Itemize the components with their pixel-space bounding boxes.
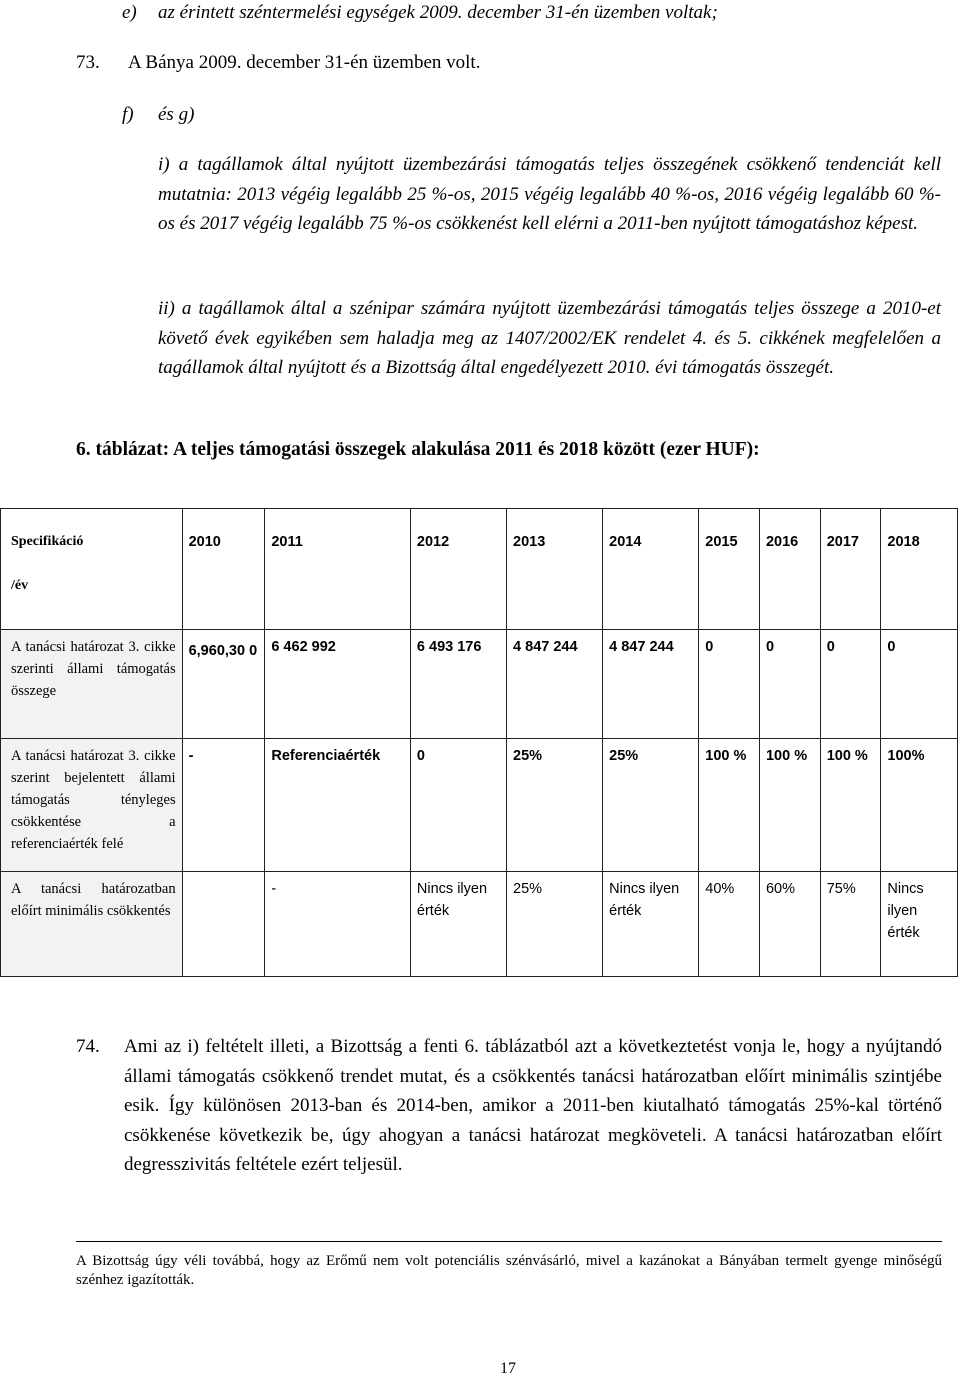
header-year-label: /év: [11, 578, 29, 593]
row-spec-cell: A tanácsi határozat 3. cikke szerinti állami támogatás összege: [1, 630, 183, 739]
row-spec-cell: A tanácsi határozat 3. cikke szerint bejelentett állami támogatás tényleges csökkentése a referenciaérték felé: [1, 739, 183, 872]
table-cell: 25%: [507, 872, 603, 977]
table-cell: [182, 872, 265, 977]
table-cell: 0: [759, 630, 820, 739]
header-year-cell: [182, 509, 265, 630]
table-cell: 40%: [699, 872, 760, 977]
table-cell: 0: [881, 630, 958, 739]
year-label: 2014: [609, 534, 642, 550]
year-label: 2011: [271, 534, 303, 550]
table-row: [1, 630, 958, 739]
table-cell: 75%: [820, 872, 881, 977]
table-cell: 25%: [603, 739, 699, 872]
header-year-cell: [759, 509, 820, 630]
table-cell: 100 %: [699, 739, 760, 872]
header-year-cell: [265, 509, 411, 630]
table-cell: 100 %: [820, 739, 881, 872]
condition-i-paragraph: i) a tagállamok által nyújtott üzembezárási támogatás teljes összegének csökkenő tendenciát kell mutatnia: 2013 végéig legalább 25 %-os, 2015 végéig legalább 40 %-os, 2016 végéig legalább 60 %-os és 2017 végéig legalább 75 %-os csökkenést kell elérni a 2011-ben nyújtott támogatáshoz képest.: [158, 154, 941, 235]
table-cell: -: [182, 739, 265, 872]
paragraph-number: 74.: [76, 1036, 100, 1057]
table-title: 6. táblázat: A teljes támogatási összegek alakulása 2011 és 2018 között (ezer HUF):: [76, 439, 760, 460]
paragraph-number: 73.: [76, 52, 100, 73]
condition-ii-paragraph: ii) a tagállamok által a szénipar számára nyújtott üzembezárási támogatás teljes összege a 2010-et követő évek egyikében sem haladja meg az 1407/2002/EK rendelet 4. és 5. cikkének megfelelően a tagállamok által nyújtott és a Bizottság által engedélyezett 2010. évi támogatás összegét.: [158, 298, 941, 379]
header-year-cell: [603, 509, 699, 630]
list-item-fg: [122, 104, 194, 126]
header-year-cell: [507, 509, 603, 630]
table-cell: -: [265, 872, 411, 977]
table-cell: 6 493 176: [410, 630, 506, 739]
table-row: [1, 739, 958, 872]
table-cell: Nincs ilyen érték: [603, 872, 699, 977]
paragraph-text: A Bánya 2009. december 31-én üzemben volt.: [128, 52, 481, 73]
header-year-cell: [820, 509, 881, 630]
list-item-label: e): [122, 2, 137, 23]
row-spec-cell: A tanácsi határozatban előírt minimális csökkentés: [1, 872, 183, 977]
paragraph-text: Ami az i) feltételt illeti, a Bizottság a fenti 6. táblázatból azt a következtetést vonja le, hogy a nyújtandó állami támogatás csökkenő trendet mutat, és a csökkentés tanácsi határozatban előírt minimális szintjébe esik. Így különösen 2013-ban és 2014-ben, amikor a 2011-ben kiutalható támogatás 25%-kal történő csökkenése következik be, úgy ahogyan a tanácsi határozat megköveteli. A tanácsi határozatban előírt degresszivitás feltétele ezért teljesül.: [124, 1036, 942, 1175]
table-cell: 100%: [881, 739, 958, 872]
table-cell: Nincs ilyen érték: [881, 872, 958, 977]
table-cell: Referenciaérték: [265, 739, 411, 872]
header-year-cell: [699, 509, 760, 630]
table-cell: 4 847 244: [603, 630, 699, 739]
footnote: A Bizottság úgy véli továbbá, hogy az Erőmű nem volt potenciális szénvásárló, mivel a kazánokat a Bányában termelt gyenge minőségű szénhez igazították.: [76, 1253, 942, 1288]
list-item-label: f): [122, 104, 134, 125]
table-cell: Nincs ilyen érték: [410, 872, 506, 977]
table-cell: 25%: [507, 739, 603, 872]
support-amounts-table: [0, 508, 958, 977]
header-spec-cell: [1, 509, 183, 630]
header-year-cell: [410, 509, 506, 630]
paragraph-74: [76, 1032, 942, 1180]
table-cell: 0: [820, 630, 881, 739]
year-label: 2012: [416, 534, 450, 550]
page-number: 17: [500, 1360, 516, 1377]
table-header-row: [1, 509, 958, 630]
table-cell: 0: [699, 630, 760, 739]
list-item-text: és g): [158, 104, 195, 125]
table-row: [1, 872, 958, 977]
table-cell: 100 %: [759, 739, 820, 872]
table-cell: 4 847 244: [507, 630, 603, 739]
year-label: 2015: [705, 534, 738, 550]
paragraph-73: [76, 52, 480, 74]
table-cell: 60%: [759, 872, 820, 977]
table-cell: 0: [410, 739, 506, 872]
table-cell: 6,960,30 0: [182, 630, 265, 739]
year-label: 2017: [826, 534, 859, 550]
year-label: 2016: [765, 534, 799, 550]
header-spec-label: Specifikáció: [11, 534, 84, 549]
list-item-text: az érintett széntermelési egységek 2009. december 31-én üzemben voltak;: [158, 2, 718, 23]
year-label: 2018: [887, 534, 920, 550]
header-year-cell: [881, 509, 958, 630]
footnote-separator: [76, 1241, 942, 1242]
table-cell: 6 462 992: [265, 630, 411, 739]
list-item-e: [122, 2, 718, 24]
year-label: 2010: [188, 534, 221, 550]
year-label: 2013: [513, 534, 546, 550]
